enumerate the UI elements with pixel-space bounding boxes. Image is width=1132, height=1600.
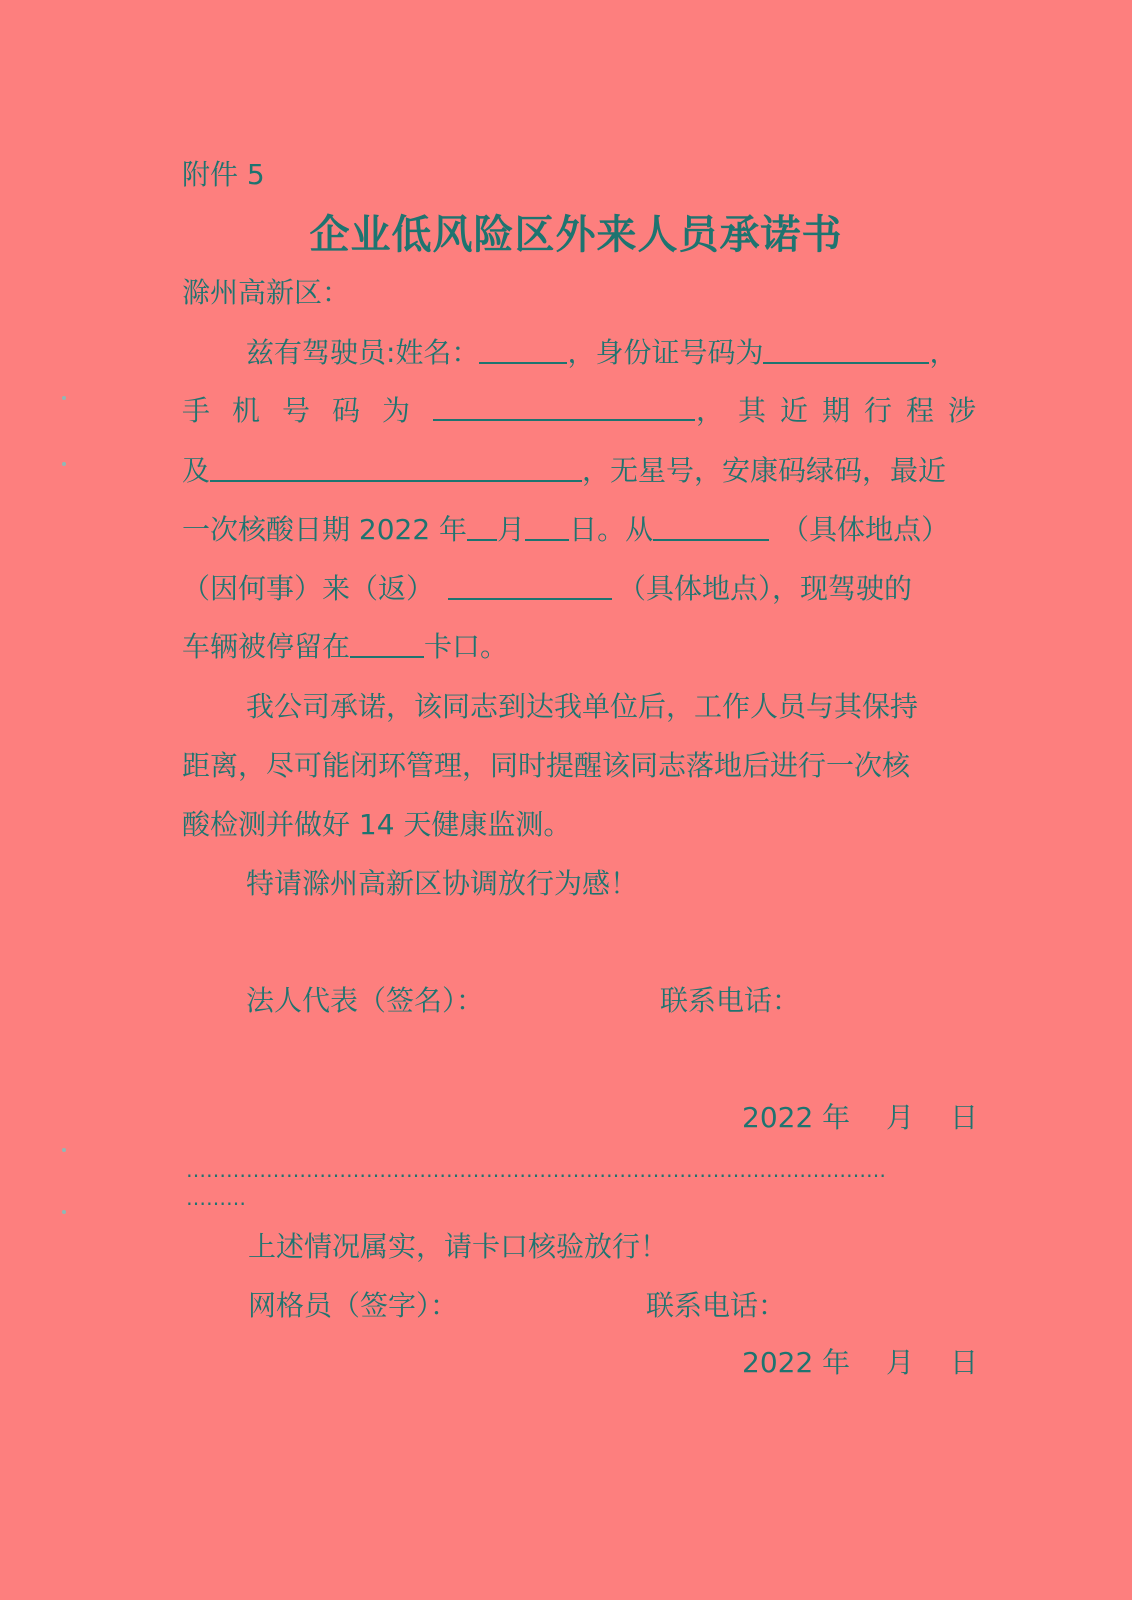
document-title: 企业低风险区外来人员承诺书	[309, 212, 843, 258]
para2-line2: 距离，尽可能闭环管理，同时提醒该同志落地后进行一次核	[182, 749, 911, 782]
test-date-label: 一次核酸日期 2022 年	[182, 513, 468, 546]
phone-label: 手机号码为	[182, 394, 433, 427]
para1-line1	[246, 333, 976, 373]
contact-phone-label-2: 联系电话：	[646, 1289, 787, 1322]
comma: ，	[929, 336, 958, 369]
grid-worker-signature-label: 网格员（签字）：	[248, 1289, 459, 1322]
date2-month: 月	[886, 1346, 915, 1379]
month-label: 月	[497, 513, 526, 546]
checkpoint-blank[interactable]	[350, 628, 424, 658]
driver-name-label: 兹有驾驶员:姓名：	[246, 336, 480, 369]
para2-line1: 我公司承诺，该同志到达我单位后，工作人员与其保持	[246, 690, 919, 723]
date2-year: 2022 年	[742, 1346, 851, 1379]
para1-line4	[182, 510, 976, 550]
request-line: 特请滁州高新区协调放行为感！	[246, 867, 639, 900]
origin-blank[interactable]	[653, 511, 769, 541]
destination-blank[interactable]	[448, 570, 612, 600]
health-code-text: ，无星号，安康码绿码，最近	[582, 454, 947, 487]
confirmation-line: 上述情况属实，请卡口核验放行！	[248, 1230, 669, 1263]
separator-dots: ……………………………………………………………………………………………	[186, 1160, 886, 1180]
contact-phone-label: 联系电话：	[660, 984, 801, 1017]
para1-line5	[182, 569, 976, 609]
scan-speck	[62, 1210, 66, 1214]
date2-day: 日	[950, 1346, 979, 1379]
stopped-label: 车辆被停留在	[182, 630, 351, 663]
trip-prefix: 及	[182, 454, 211, 487]
legal-rep-signature-label: 法人代表（签名）：	[246, 984, 485, 1017]
scan-speck	[62, 1148, 66, 1152]
scan-speck	[62, 396, 66, 400]
scan-speck	[62, 462, 66, 466]
test-month-blank[interactable]	[467, 511, 497, 541]
id-number-blank[interactable]	[763, 334, 929, 364]
addressee: 滁州高新区：	[182, 276, 351, 309]
para2-line3: 酸检测并做好 14 天健康监测。	[182, 808, 572, 841]
day-from-label: 日。从	[569, 513, 654, 546]
date-day: 日	[950, 1101, 979, 1134]
trip-label: ，其近期行程涉	[695, 394, 990, 427]
location-driving-text: （具体地点），现驾驶的	[618, 572, 913, 605]
phone-blank[interactable]	[433, 391, 695, 421]
para1-line6	[182, 627, 508, 667]
id-number-label: ，身份证号码为	[567, 336, 764, 369]
driver-name-blank[interactable]	[479, 334, 567, 364]
test-day-blank[interactable]	[525, 511, 569, 541]
para1-line2	[182, 391, 990, 431]
date-month: 月	[886, 1101, 915, 1134]
date-year: 2022 年	[742, 1101, 851, 1134]
checkpoint-suffix: 卡口。	[424, 630, 509, 663]
separator-dots-tail: ………	[186, 1188, 246, 1208]
reason-label: （因何事）来（返）	[182, 572, 435, 605]
trip-places-blank[interactable]	[210, 452, 582, 482]
specific-location-label: （具体地点）	[781, 513, 950, 546]
attachment-label: 附件 5	[182, 158, 265, 191]
para1-line3	[182, 451, 976, 491]
